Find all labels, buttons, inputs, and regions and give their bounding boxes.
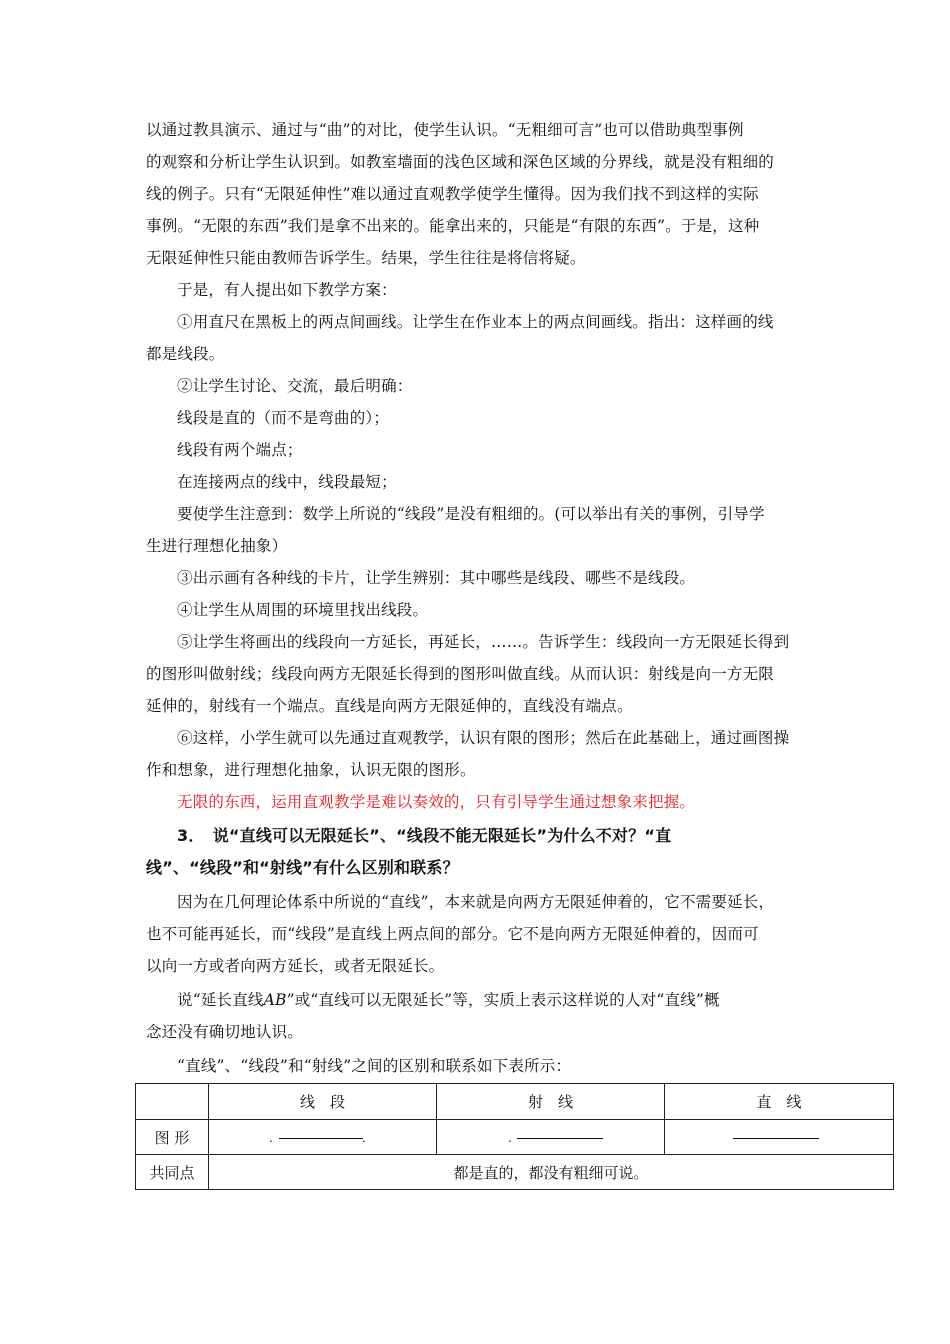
highlighted-note: 无限的东西，运用直观教学是难以奏效的，只有引导学生通过想象来把握。	[177, 793, 696, 811]
row-label-common: 共同点	[136, 1155, 209, 1190]
paragraph-line: ③出示画有各种线的卡片，让学生辨别：其中哪些是线段、哪些不是线段。	[177, 569, 696, 587]
header-cell-ray: 射 线	[437, 1084, 665, 1120]
paragraph-line: 要使学生注意到：数学上所说的“线段”是没有粗细的。(可以举出有关的事例，引导学	[177, 505, 765, 523]
answer-line: 以向一方或者向两方延长，或者无限延长。	[146, 957, 445, 975]
paragraph-line: 的观察和分析让学生认识到。如教室墙面的浅色区域和深色区域的分界线，就是没有粗细的	[146, 153, 775, 171]
section-heading-line-2: 线”、“线段”和“射线”有什么区别和联系？	[146, 858, 459, 877]
header-cell-segment: 线 段	[209, 1084, 437, 1120]
paragraph-line: 以通过教具演示、通过与“曲”的对比，使学生认识。“无粗细可言”也可以借助典型事例	[146, 121, 744, 139]
answer-text: 说“延长直线	[177, 991, 264, 1009]
paragraph-line: 线的例子。只有“无限延伸性”难以通过直观教学使学生懂得。因为我们找不到这样的实际	[146, 185, 759, 203]
ray-line	[517, 1138, 603, 1139]
table-row-figure	[136, 1120, 894, 1155]
paragraph-line: 无限延伸性只能由教师告诉学生。结果，学生往往是将信将疑。	[146, 249, 586, 267]
segment-figure	[209, 1120, 436, 1154]
paragraph-line: ①用直尺在黑板上的两点间画线。让学生在作业本上的两点间画线。指出：这样画的线	[177, 313, 774, 331]
header-cell-line: 直 线	[665, 1084, 894, 1120]
segment-line	[279, 1138, 363, 1139]
header-cell-empty	[136, 1084, 209, 1120]
answer-line	[177, 984, 814, 1016]
paragraph-line: ⑤让学生将画出的线段向一方延长，再延长，……。告诉学生：线段向一方无限延长得到	[177, 633, 790, 651]
paragraph-line: 作和想象，进行理想化抽象，认识无限的图形。	[146, 761, 476, 779]
answer-line: 念还没有确切地认识。	[146, 1023, 304, 1041]
section-heading-line-1: 3． 说“直线可以无限延长”、“线段不能无限延长”为什么不对？“直	[177, 826, 672, 845]
endpoint-dot: .	[362, 1131, 366, 1145]
paragraph-line: 线段是直的（而不是弯曲的）；	[177, 409, 390, 427]
figure-cell-ray	[437, 1120, 665, 1155]
paragraph-line: ④让学生从周围的环境里找出线段。	[177, 601, 429, 619]
paragraph-line: 线段有两个端点；	[177, 441, 303, 459]
common-text-cell: 都是直的，都没有粗细可说。	[209, 1155, 894, 1190]
paragraph-line: 在连接两点的线中，线段最短；	[177, 473, 397, 491]
figure-cell-segment	[209, 1120, 437, 1155]
paragraph-line: 事例。“无限的东西”我们是拿不出来的。能拿出来的，只能是“有限的东西”。于是，这种	[146, 217, 760, 235]
row-label-figure: 图 形	[136, 1120, 209, 1155]
figure-cell-line	[665, 1120, 894, 1155]
table-row-common	[136, 1155, 894, 1190]
line-name-ab: AB	[263, 991, 287, 1009]
paragraph-line: ②让学生讨论、交流，最后明确：	[177, 377, 413, 395]
paragraph-line: ⑥这样，小学生就可以先通过直观教学，认识有限的图形；然后在此基础上，通过画图操	[177, 729, 790, 747]
paragraph-line: 都是线段。	[146, 345, 225, 363]
endpoint-dot: .	[508, 1131, 512, 1145]
table-header-row	[136, 1084, 894, 1120]
paragraph-line: 于是，有人提出如下教学方案：	[177, 281, 397, 299]
table-intro: “直线”、“线段”和“射线”之间的区别和联系如下表所示：	[177, 1057, 572, 1075]
answer-text: ”或“直线可以无限延长”等，实质上表示这样说的人对“直线”概	[286, 991, 720, 1009]
comparison-table	[135, 1083, 894, 1190]
answer-line: 也不可能再延长，而“线段”是直线上两点间的部分。它不是向两方无限延伸着的，因而可	[146, 925, 759, 943]
straight-line	[733, 1138, 819, 1139]
endpoint-dot: .	[269, 1131, 273, 1145]
line-figure	[665, 1120, 893, 1154]
paragraph-line: 延伸的，射线有一个端点。直线是向两方无限延伸的，直线没有端点。	[146, 697, 633, 715]
paragraph-line: 的图形叫做射线；线段向两方无限延长得到的图形叫做直线。从而认识：射线是向一方无限	[146, 665, 775, 683]
paragraph-line: 生进行理想化抽象）	[146, 537, 288, 555]
ray-figure	[437, 1120, 664, 1154]
answer-line: 因为在几何理论体系中所说的“直线”，本来就是向两方无限延伸着的，它不需要延长，	[177, 893, 775, 911]
